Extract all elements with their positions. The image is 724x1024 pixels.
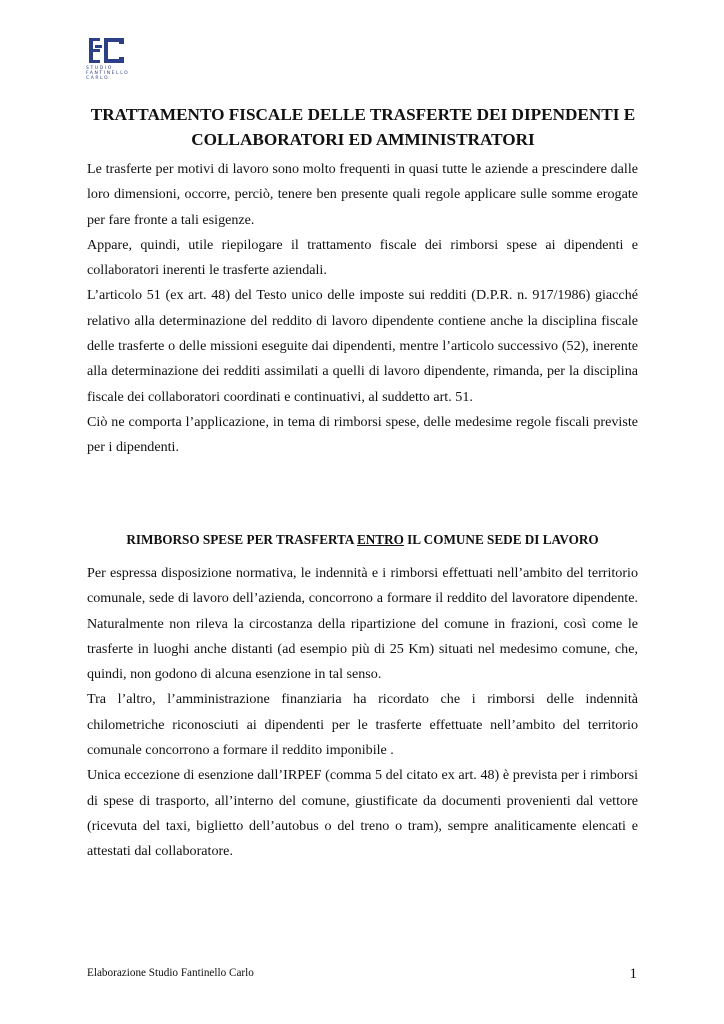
intro-paragraph: Le trasferte per motivi di lavoro sono molto frequenti in quasi tutte le aziende a prescindere dalle loro dimensioni, occorre, perciò, tenere ben presente quali regole applicare sulle somme erogate per fare fronte a tali esigenze. bbox=[87, 161, 638, 228]
intro-paragraph: Appare, quindi, utile riepilogare il trattamento fiscale dei rimborsi spese ai dipendenti e collaboratori inerenti le trasferte aziendali. bbox=[87, 236, 638, 279]
section-heading-before: RIMBORSO SPESE PER TRASFERTA bbox=[126, 532, 357, 547]
page-number: 1 bbox=[629, 966, 637, 982]
section-paragraph: Unica eccezione di esenzione dall’IRPEF (comma 5 del citato ex art. 48) è prevista per i rimborsi di spese di trasporto, all’interno del comune, giustificate da documenti provenienti dal vettore (ricevuta del taxi, biglietto dell’autobus o del treno o tram), sempre analiticamente elencati e attestati dal collaboratore. bbox=[87, 767, 638, 860]
logo-text: STUDIO FANTINELLO CARLO bbox=[86, 66, 130, 82]
section-paragraph: Per espressa disposizione normativa, le indennità e i rimborsi effettuati nell’ambito del territorio comunale, sede di lavoro dell’azienda, concorrono a formare il reddito del lavoratore dipendente. Naturalmente non rileva la circostanza della ripartizione del comune in frazioni, così come le trasferte in luoghi anche distanti (ad esempio più di 25 Km) situati nel medesimo comune, che, quindi, non godono di alcuna esenzione in tal senso. bbox=[87, 565, 638, 683]
intro-paragraph: Ciò ne comporta l’applicazione, in tema di rimborsi spese, delle medesime regole fiscali previste per i dipendenti. bbox=[87, 413, 638, 456]
title-line-2: COLLABORATORI ED AMMINISTRATORI bbox=[191, 130, 535, 149]
section-paragraph: Tra l’altro, l’amministrazione finanziaria ha ricordato che i rimborsi delle indennità chilometriche riconosciuti ai dipendenti per le trasferte effettuate nell’ambito del territorio comunale concorrono a formare il reddito imponibile . bbox=[87, 691, 638, 759]
footer-credit: Elaborazione Studio Fantinello Carlo bbox=[87, 967, 254, 979]
section-body bbox=[87, 561, 638, 865]
document-title bbox=[80, 102, 646, 152]
section-heading-after: IL COMUNE SEDE DI LAVORO bbox=[403, 532, 599, 547]
intro-paragraph: L’articolo 51 (ex art. 48) del Testo unico delle imposte sui redditi (D.P.R. n. 917/1986) giacché relativo alla determinazione del reddito di lavoro dipendente contiene anche la disciplina fiscale delle trasferte o delle missioni eseguite dai dipendenti, mentre l’articolo successivo (52), inerente alla determinazione dei redditi assimilati a quelli di lavoro dipendente, rimanda, per la disciplina fiscale dei collaboratori coordinati e continuativi, al suddetto art. 51. bbox=[87, 287, 638, 405]
intro-section bbox=[87, 157, 638, 461]
title-line-1: TRATTAMENTO FISCALE DELLE TRASFERTE DEI DIPENDENTI E bbox=[90, 105, 636, 124]
studio-logo bbox=[86, 36, 148, 84]
logo-mark-icon bbox=[86, 36, 128, 66]
section-heading bbox=[87, 531, 638, 549]
section-heading-underlined: ENTRO bbox=[356, 532, 404, 547]
